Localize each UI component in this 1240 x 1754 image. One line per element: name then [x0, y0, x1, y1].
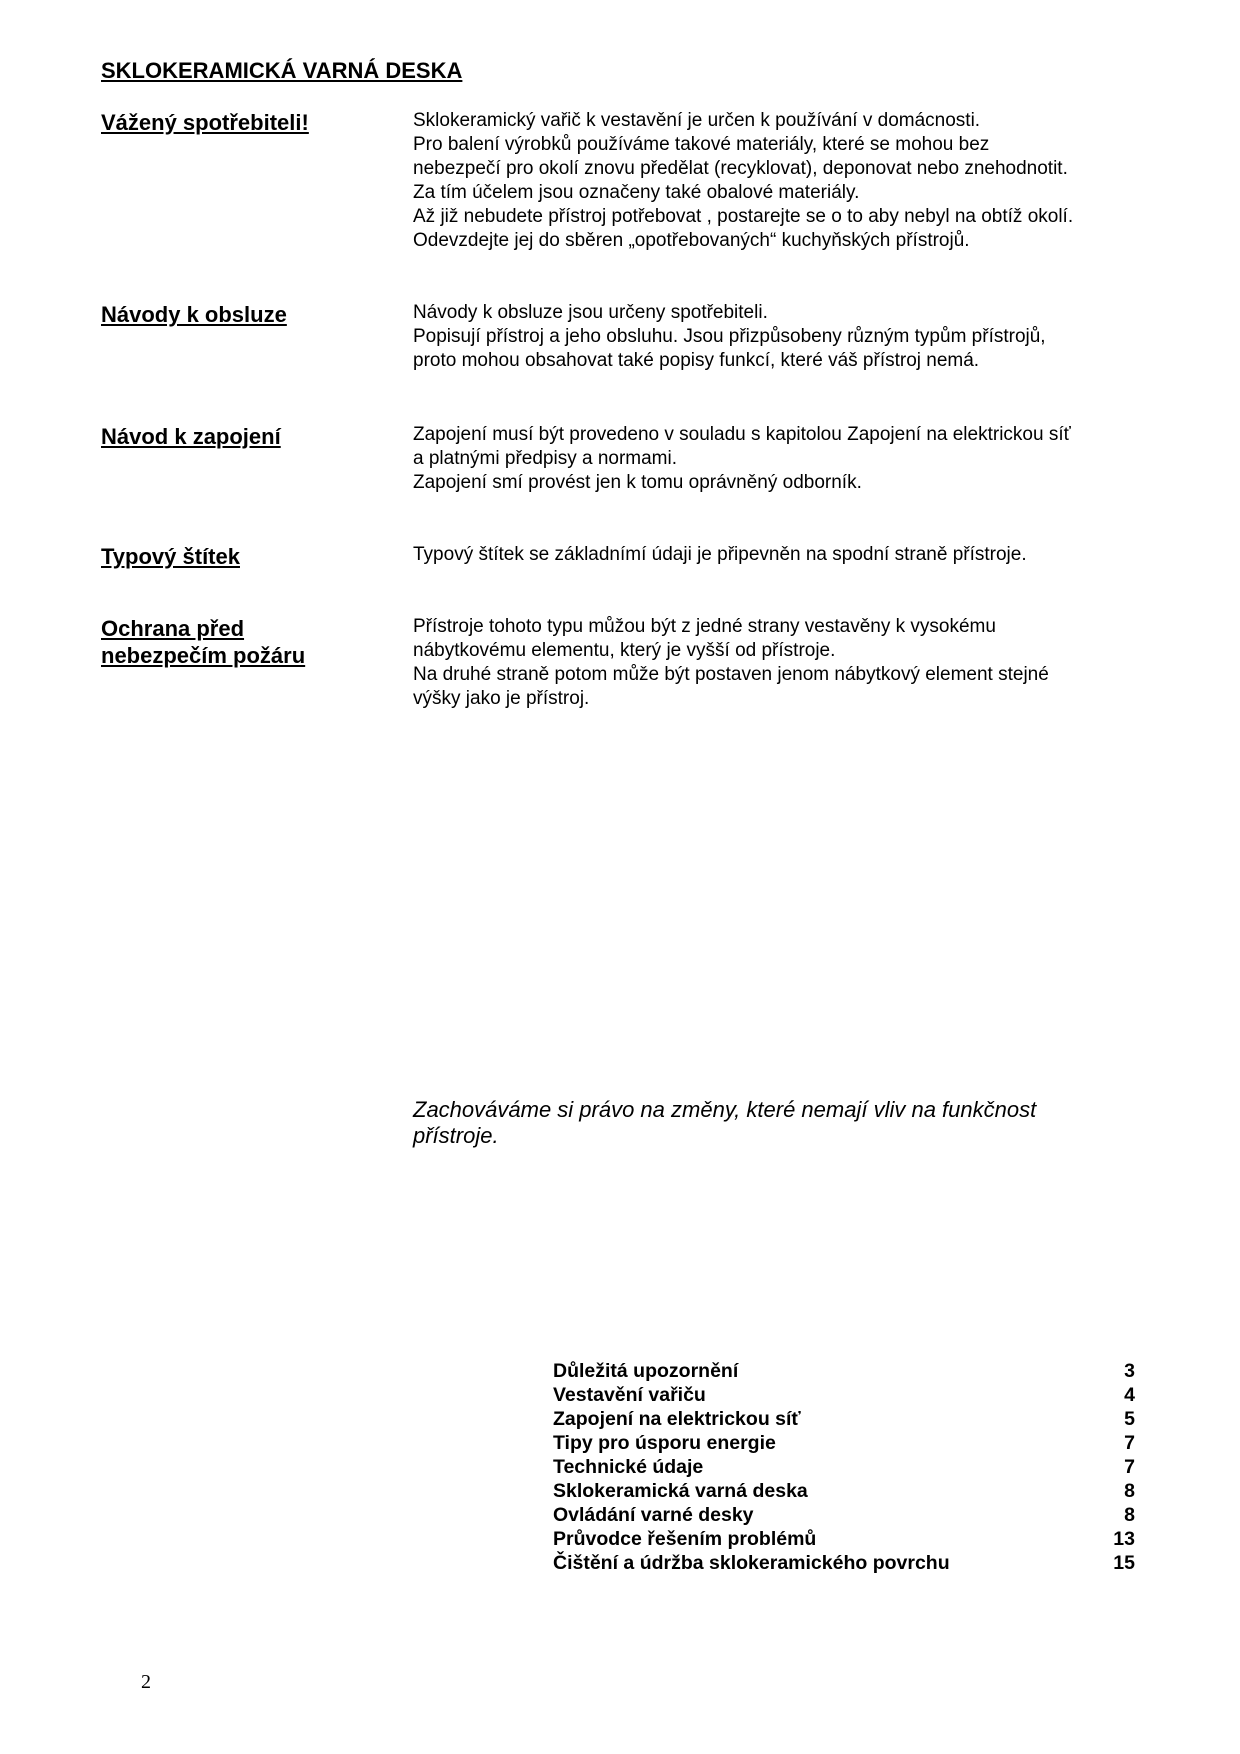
heading-line: nebezpečím požáru: [101, 643, 306, 668]
toc-page-number: 5: [1124, 1408, 1135, 1430]
body-line: Pro balení výrobků používáme takové materiály, které se mohou bez: [413, 134, 990, 155]
page-number: 2: [141, 1671, 151, 1693]
body-line: nábytkovému elementu, který je vyšší od přístroje.: [413, 640, 836, 661]
body-line: Na druhé straně potom může být postaven jenom nábytkový element stejné: [413, 664, 1049, 685]
toc-entry: [553, 1359, 1135, 1383]
notice-line: Zachováváme si právo na změny, které nemají vliv na funkčnost: [413, 1097, 1037, 1122]
toc-label: Vestavění vařiču: [553, 1384, 706, 1406]
heading-line: Vážený spotřebiteli!: [101, 110, 309, 135]
section-body: [413, 543, 1153, 567]
body-line: Až již nebudete přístroj potřebovat , postarejte se o to aby nebyl na obtíž okolí.: [413, 206, 1074, 227]
body-line: nebezpečí pro okolí znovu předělat (recyklovat), deponovat nebo znehodnotit.: [413, 158, 1068, 179]
table-of-contents: [553, 1359, 1135, 1575]
body-line: výšky jako je přístroj.: [413, 688, 590, 709]
toc-label: Čištění a údržba sklokeramického povrchu: [553, 1552, 950, 1574]
section-body: [413, 109, 1153, 253]
toc-label: Zapojení na elektrickou síť: [553, 1408, 801, 1430]
body-line: Přístroje tohoto typu můžou být z jedné strany vestavěny k vysokému: [413, 616, 996, 637]
body-line: Návody k obsluze jsou určeny spotřebiteli.: [413, 302, 768, 323]
toc-page-number: 15: [1113, 1552, 1135, 1574]
toc-entry: [553, 1383, 1135, 1407]
toc-entry: [553, 1407, 1135, 1431]
body-line: Typový štítek se základnímí údaji je připevněn na spodní straně přístroje.: [413, 544, 1027, 565]
notice-line: přístroje.: [413, 1123, 499, 1148]
toc-entry: [553, 1551, 1135, 1575]
toc-label: Průvodce řešením problémů: [553, 1528, 817, 1550]
toc-label: Ovládání varné desky: [553, 1504, 754, 1526]
body-line: a platnými předpisy a normami.: [413, 448, 677, 469]
toc-entry: [553, 1527, 1135, 1551]
section-heading: [101, 109, 391, 136]
body-line: Zapojení smí provést jen k tomu oprávněný odborník.: [413, 472, 862, 493]
section-body: [413, 423, 1153, 495]
body-line: Za tím účelem jsou označeny také obalové materiály.: [413, 182, 860, 203]
toc-page-number: 7: [1124, 1456, 1135, 1478]
body-line: Zapojení musí být provedeno v souladu s kapitolou Zapojení na elektrickou síť: [413, 424, 1071, 445]
heading-line: Typový štítek: [101, 544, 240, 569]
toc-page-number: 4: [1124, 1384, 1135, 1406]
heading-line: Ochrana před: [101, 616, 245, 641]
heading-line: Návod k zapojení: [101, 424, 281, 449]
document-title: SKLOKERAMICKÁ VARNÁ DESKA: [101, 58, 463, 83]
section-body: [413, 301, 1153, 373]
toc-entry: [553, 1503, 1135, 1527]
toc-entry: [553, 1455, 1135, 1479]
changes-notice: [413, 1097, 1133, 1149]
body-line: Sklokeramický vařič k vestavění je určen k používání v domácnosti.: [413, 110, 981, 131]
section-heading: [101, 423, 391, 450]
toc-page-number: 13: [1113, 1528, 1135, 1550]
toc-label: Sklokeramická varná deska: [553, 1480, 808, 1502]
toc-entry: [553, 1479, 1135, 1503]
section-heading: [101, 301, 391, 328]
body-line: Popisují přístroj a jeho obsluhu. Jsou přizpůsobeny různým typům přístrojů,: [413, 326, 1046, 347]
toc-entry: [553, 1431, 1135, 1455]
body-line: proto mohou obsahovat také popisy funkcí, které váš přístroj nemá.: [413, 350, 980, 371]
toc-page-number: 7: [1124, 1432, 1135, 1454]
toc-page-number: 3: [1124, 1360, 1135, 1382]
section-heading: [101, 615, 391, 669]
heading-line: Návody k obsluze: [101, 302, 287, 327]
toc-label: Důležitá upozornění: [553, 1360, 739, 1382]
toc-page-number: 8: [1124, 1504, 1135, 1526]
section-body: [413, 615, 1153, 711]
section-heading: [101, 543, 391, 570]
body-line: Odevzdejte jej do sběren „opotřebovaných“ kuchyňských přístrojů.: [413, 230, 970, 251]
toc-label: Tipy pro úsporu energie: [553, 1432, 776, 1454]
toc-label: Technické údaje: [553, 1456, 704, 1478]
toc-page-number: 8: [1124, 1480, 1135, 1502]
